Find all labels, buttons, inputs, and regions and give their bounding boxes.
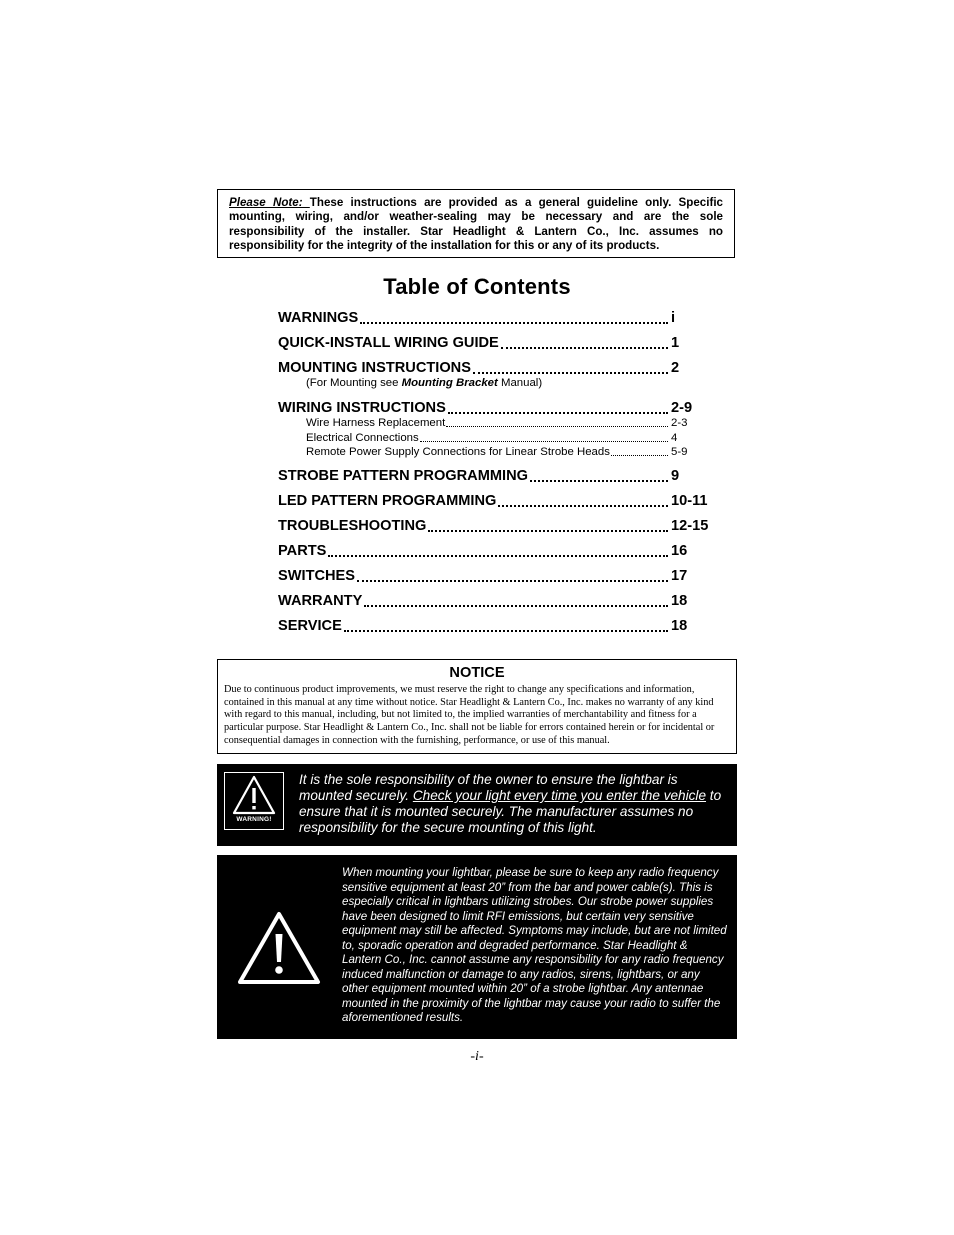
toc-entry-switches <box>278 566 708 584</box>
toc-entry-wiring <box>278 398 708 416</box>
toc-entry-label: TROUBLESHOOTING <box>278 518 427 534</box>
dot-leader <box>360 322 668 324</box>
dot-leader <box>328 555 668 557</box>
toc-entry-warranty <box>278 591 708 609</box>
dot-leader <box>448 412 668 414</box>
toc-entry-page: 17 <box>671 568 688 584</box>
dot-leader <box>357 580 668 582</box>
toc-entry-label: MOUNTING INSTRUCTIONS <box>278 360 471 376</box>
dot-leader <box>501 347 668 349</box>
toc-entry-strobe <box>278 466 708 484</box>
toc-sub-label: Wire Harness Replacement <box>306 417 446 429</box>
toc-entry-label: WIRING INSTRUCTIONS <box>278 400 446 416</box>
toc-entry-troubleshooting <box>278 516 708 534</box>
toc-entry-service <box>278 616 708 634</box>
toc-sub-remote-power <box>306 444 689 458</box>
toc-entry-label: WARRANTY <box>278 593 363 609</box>
toc-entry-page: 18 <box>671 618 688 634</box>
toc-entry-warnings <box>278 308 708 326</box>
mounting-warning-underlined: Check your light every time you enter the vehicle <box>412 788 707 803</box>
toc-entry-parts <box>278 541 708 559</box>
please-note-text: These instructions are provided as a general guideline only. Specific mounting, wiring, and/or weather-sealing may be necessary and are the sole responsibility of the installer. Star Headlight & Lantern Co., Inc. assumes no responsibility for the integrity of the installation for this or any of its products. <box>229 196 724 253</box>
toc-sub-electrical <box>306 430 689 444</box>
dot-leader <box>420 441 668 442</box>
toc-title: Table of Contents <box>383 274 571 299</box>
mounting-warning-part2: to ensure that it is mounted securely. The manufacturer assumes no responsibility for the secure mounting of this light. <box>299 788 722 835</box>
dot-leader <box>344 630 668 632</box>
toc-entry-label: QUICK-INSTALL WIRING GUIDE <box>278 335 499 351</box>
mounting-note-suffix: Manual) <box>497 377 543 389</box>
toc-sub-page: 4 <box>671 432 678 444</box>
toc-sub-label: Electrical Connections <box>306 432 419 444</box>
dot-leader <box>530 480 668 482</box>
notice-box <box>217 659 737 754</box>
toc-entry-page: i <box>671 310 676 326</box>
rfi-warning-panel <box>217 855 737 1039</box>
dot-leader <box>498 505 668 507</box>
toc-entry-page: 10-11 <box>671 493 708 509</box>
notice-title: NOTICE <box>449 665 505 681</box>
toc-sub-label: Remote Power Supply Connections for Linear Strobe Heads <box>306 446 610 458</box>
mounting-note-prefix: (For Mounting see <box>306 377 402 389</box>
toc-entry-page: 2-9 <box>671 400 693 416</box>
toc-entry-page: 9 <box>671 468 680 484</box>
dot-leader <box>428 530 668 532</box>
mounting-warning-text <box>299 772 724 836</box>
warning-icon <box>224 772 284 830</box>
caution-triangle-icon <box>236 910 322 986</box>
dot-leader <box>611 455 668 456</box>
toc-entry-label: PARTS <box>278 543 327 559</box>
toc-entry-label: SWITCHES <box>278 568 356 584</box>
toc-entry-quick-install <box>278 333 708 351</box>
toc-entry-page: 16 <box>671 543 688 559</box>
toc-entry-mounting <box>278 358 708 376</box>
toc-entry-page: 1 <box>671 335 680 351</box>
toc-entry-page: 18 <box>671 593 688 609</box>
please-note-box <box>217 189 735 258</box>
toc-sub-wire-harness <box>306 415 689 429</box>
toc-entry-label: WARNINGS <box>278 310 359 326</box>
dot-leader <box>473 372 668 374</box>
toc-entry-led <box>278 491 708 509</box>
mounting-warning-panel <box>217 764 737 846</box>
mounting-note-emphasis: Mounting Bracket <box>401 377 498 389</box>
toc-entry-page: 12-15 <box>671 518 709 534</box>
toc-entry-label: SERVICE <box>278 618 342 634</box>
rfi-warning-text: When mounting your lightbar, please be sure to keep any radio frequency sensitive equipment at least 20” from the bar and power cable(s). This is especially critical in lightbars utilizing strobes. Our strobe power supplies have been designed to limit RFI emissions, but certain very sensitive equipment may still be affected. Symptoms may include, but are not limited to, sporadic operation and degraded performance. Star Headlight & Lantern Co., Inc. cannot assume any responsibility for any radio frequency induced malfunction or damage to any radios, sirens, lightbars, or any other equipment mounted within 20” of a strobe lightbar. Any antennae mounted in the proximity of the lightbar may cause your radio to suffer the aforementioned results. <box>342 866 727 1024</box>
toc-entry-page: 2 <box>671 360 680 376</box>
mounting-note <box>306 377 542 389</box>
toc-sub-page: 2-3 <box>671 417 688 429</box>
toc-entry-label: LED PATTERN PROGRAMMING <box>278 493 497 509</box>
toc-sub-page: 5-9 <box>671 446 688 458</box>
toc-entry-label: STROBE PATTERN PROGRAMMING <box>278 468 528 484</box>
mounting-warning-part1: It is the sole responsibility of the owner to ensure the lightbar is mounted securely. <box>299 772 678 803</box>
dot-leader <box>364 605 668 607</box>
dot-leader <box>446 426 668 427</box>
please-note-lead: Please Note: <box>229 196 310 209</box>
warning-icon-label: WARNING! <box>236 816 272 823</box>
page-number: -i- <box>470 1049 484 1064</box>
notice-text: Due to continuous product improvements, we must reserve the right to change any specifications and information, contained in this manual at any time without notice. Star Headlight & Lantern Co., Inc. makes no warranty of any kind with regard to this manual, including, but not limited to, the implied warranties of merchantability and fitness for a particular purpose. Star Headlight & Lantern Co., Inc. shall not be liable for errors contained herein or for incidental or consequential damages in connection with the furnishing, performance, or use of this manual. <box>224 684 715 746</box>
